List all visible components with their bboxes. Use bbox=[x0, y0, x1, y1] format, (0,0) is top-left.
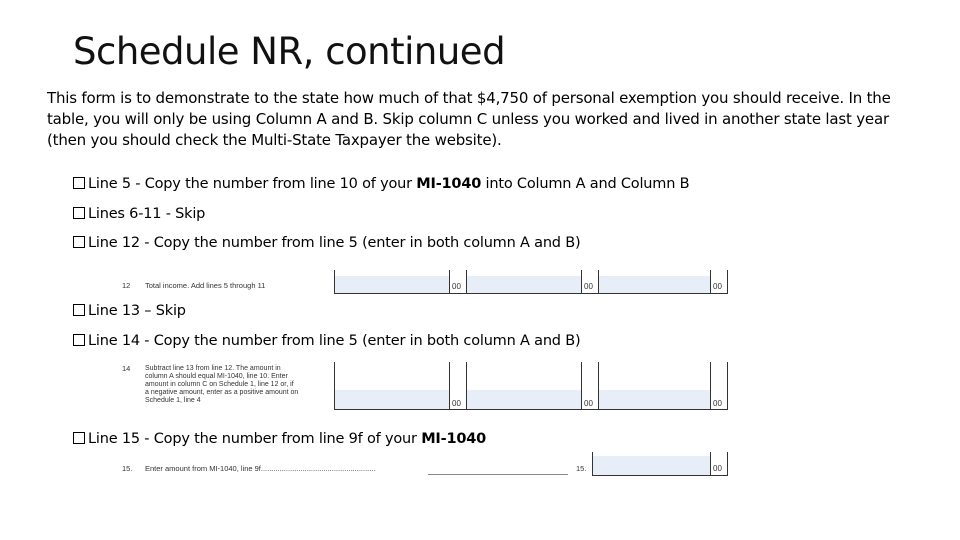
form-excerpt-line-15 bbox=[118, 452, 730, 476]
form-line-number: 12 bbox=[122, 281, 131, 290]
checkbox-icon bbox=[73, 207, 85, 219]
cents-col-c: 00 bbox=[713, 282, 722, 291]
checkbox-icon bbox=[73, 236, 85, 248]
form-excerpt-line-12 bbox=[118, 270, 730, 294]
checkbox-icon bbox=[73, 304, 85, 316]
form-line-number: 14 bbox=[122, 364, 131, 373]
cents-col-b: 00 bbox=[584, 282, 593, 291]
bullet-line-12: Line 12 - Copy the number from line 5 (enter in both column A and B) bbox=[73, 235, 580, 251]
intro-paragraph: This form is to demonstrate to the state how much of that $4,750 of personal exemption you should receive. In the table, you will only be using Column A and B. Skip column C unless you worked and lived in another state last year (then you should check the Multi-State Taxpayer the website). bbox=[47, 89, 891, 149]
form-line-number: 15. bbox=[122, 464, 133, 473]
bullet-line-5: Line 5 - Copy the number from line 10 of your MI-1040 into Column A and Column B bbox=[73, 176, 689, 192]
cents-col-a: 00 bbox=[452, 399, 461, 408]
checkbox-icon bbox=[73, 177, 85, 189]
slide-title: Schedule NR, continued bbox=[73, 30, 506, 73]
cents-box: 00 bbox=[713, 464, 722, 473]
checkbox-icon bbox=[73, 432, 85, 444]
cents-col-c: 00 bbox=[713, 399, 722, 408]
bullet-lines-6-11: Lines 6-11 - Skip bbox=[73, 206, 205, 222]
form-box-number: 15. bbox=[576, 464, 587, 473]
bullet-line-15: Line 15 - Copy the number from line 9f of your MI-1040 bbox=[73, 431, 486, 447]
bullet-line-13: Line 13 – Skip bbox=[73, 303, 186, 319]
checkbox-icon bbox=[73, 334, 85, 346]
cents-col-a: 00 bbox=[452, 282, 461, 291]
form-line-label: Subtract line 13 from line 12. The amount in column A should equal MI-1040, line 10. Enter amount in column C on Schedule 1, line 12 or, if a negative amount, enter as a positive amount on Schedule 1, line 4 bbox=[145, 365, 299, 404]
form-line-label: Enter amount from MI-1040, line 9f....................................................... bbox=[145, 464, 376, 473]
form-line-label: Total income. Add lines 5 through 11 bbox=[145, 281, 266, 290]
cents-col-b: 00 bbox=[584, 399, 593, 408]
bullet-line-14: Line 14 - Copy the number from line 5 (enter in both column A and B) bbox=[73, 333, 580, 349]
form-excerpt-line-14 bbox=[118, 362, 730, 410]
